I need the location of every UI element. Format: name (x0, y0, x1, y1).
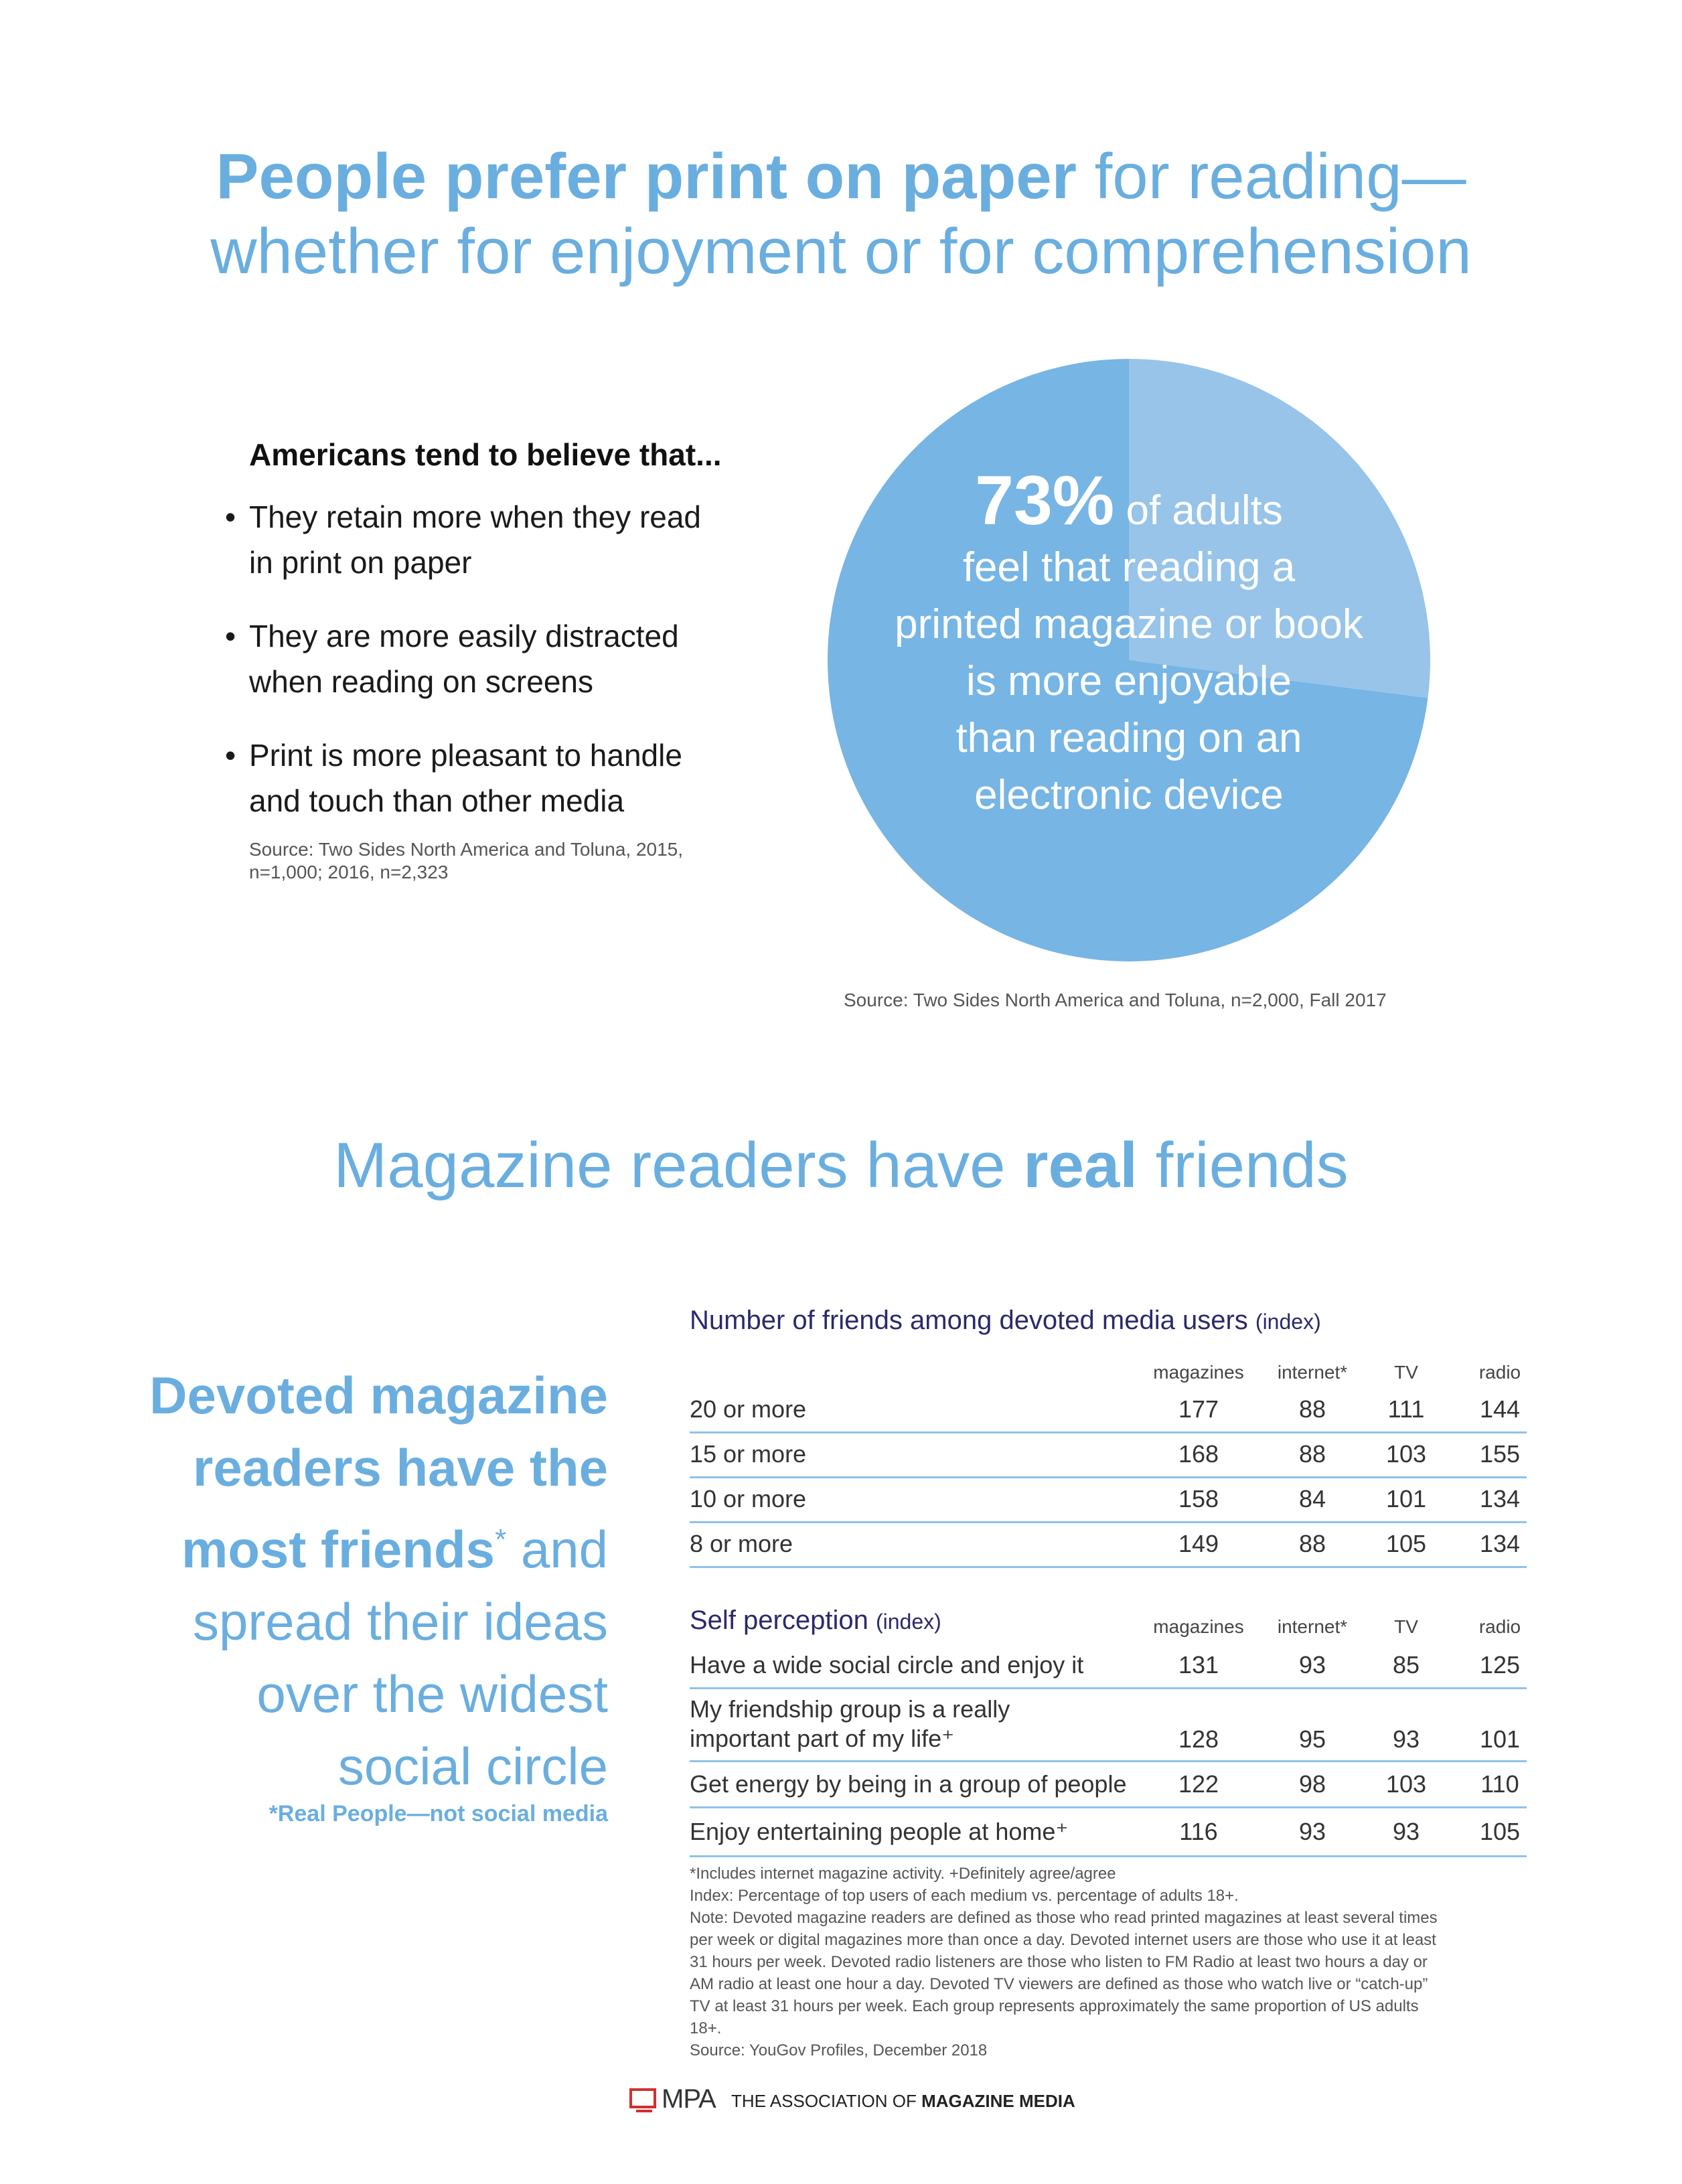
pie-source: Source: Two Sides North America and Toluna, n=2,000, Fall 2017 (844, 990, 1387, 1010)
column-header: internet* (1277, 1362, 1348, 1383)
cell-value: 88 (1298, 1530, 1326, 1557)
row-label-line: important part of my life⁺ (690, 1725, 955, 1752)
row-label: Have a wide social circle and enjoy it (690, 1651, 1084, 1679)
belief-line: They are more easily distracted (249, 619, 679, 653)
cell-value: 111 (1387, 1395, 1425, 1423)
row-label: 10 or more (690, 1485, 807, 1512)
cell-value: 93 (1392, 1818, 1420, 1845)
cell-value: 88 (1298, 1440, 1326, 1468)
pie-caption-line: than reading on an (955, 715, 1302, 761)
statement-line: Devoted magazine (149, 1366, 608, 1425)
statement-rest: and (506, 1520, 608, 1579)
cell-value: 116 (1179, 1818, 1218, 1845)
column-header: TV (1394, 1616, 1418, 1637)
cell-value: 105 (1479, 1818, 1521, 1845)
footnote-line: TV at least 31 hours per week. Each group represents approximately the same proportion of US adults 18+. (690, 1997, 1419, 2037)
cell-value: 134 (1479, 1530, 1521, 1557)
table-row (690, 1389, 1527, 1433)
statement-line: social circle (337, 1737, 608, 1796)
row-label-line: My friendship group is a really (690, 1695, 1010, 1723)
friends-table-header (690, 1362, 1527, 1389)
cell-value: 88 (1298, 1395, 1326, 1423)
self-table-title (690, 1606, 941, 1636)
belief-line: and touch than other media (249, 783, 625, 818)
statement-line: over the widest (256, 1664, 608, 1723)
footnote-line: AM radio at least one hour a day. Devoted TV viewers are defined as those who watch live or “catch-up” (690, 1975, 1428, 1993)
beliefs-list (225, 494, 734, 852)
pie-text-after: of adults (1114, 487, 1283, 534)
cell-value: 110 (1480, 1770, 1519, 1798)
footnote-line: *Includes internet magazine activity. +Definitely agree/agree (690, 1865, 1116, 1883)
column-header: magazines (1153, 1616, 1244, 1637)
association-bold: MAGAZINE MEDIA (921, 2091, 1075, 2111)
belief-item (225, 732, 734, 824)
column-header: magazines (1153, 1362, 1244, 1383)
title-bold: People prefer print on paper (216, 141, 1077, 212)
belief-line: Print is more pleasant to handle (249, 738, 682, 773)
cell-value: 158 (1178, 1485, 1219, 1512)
cell-value: 125 (1479, 1651, 1521, 1679)
footnote-line: per week or digital magazines more than once a day. Devoted internet users are those who use it at least (690, 1931, 1436, 1949)
statement-line (121, 1504, 608, 1585)
bullet-icon: • (225, 619, 236, 653)
pie-caption-line: printed magazine or book (895, 601, 1363, 647)
footnote-line: Index: Percentage of top users of each medium vs. percentage of adults 18+. (690, 1887, 1239, 1905)
table-row (690, 1433, 1527, 1478)
belief-item (225, 494, 734, 585)
statement-star: * (495, 1523, 507, 1556)
cell-value: 105 (1385, 1530, 1427, 1557)
association-name (731, 2091, 1075, 2112)
cell-value: 131 (1178, 1651, 1219, 1679)
pie-caption-line (828, 462, 1430, 540)
association-pre: THE ASSOCIATION OF (731, 2091, 922, 2111)
cell-value: 98 (1298, 1770, 1326, 1798)
pie-caption-line: is more enjoyable (966, 658, 1292, 704)
row-label: 15 or more (690, 1440, 807, 1468)
table-row (690, 1808, 1527, 1857)
statement-line: spread their ideas (192, 1592, 608, 1651)
table-title-suffix: (index) (875, 1610, 941, 1634)
cell-value: 95 (1298, 1725, 1326, 1753)
column-header: TV (1394, 1362, 1418, 1383)
cell-value: 93 (1298, 1651, 1326, 1679)
pie-caption (828, 462, 1430, 824)
cell-value: 177 (1178, 1395, 1219, 1423)
page-title-line1 (0, 139, 1682, 214)
row-label: Enjoy entertaining people at home⁺ (690, 1818, 1069, 1845)
friends-table (690, 1306, 1527, 1568)
cell-value: 149 (1178, 1530, 1219, 1557)
belief-line: when reading on screens (249, 664, 593, 699)
cell-value: 103 (1385, 1440, 1427, 1468)
cell-value: 101 (1385, 1485, 1427, 1512)
column-header: radio (1478, 1616, 1521, 1637)
cell-value: 134 (1479, 1485, 1521, 1512)
belief-item (225, 613, 734, 704)
cell-value: 155 (1479, 1440, 1521, 1468)
cell-value: 84 (1298, 1485, 1326, 1512)
belief-line: in print on paper (249, 545, 472, 580)
section2-title (0, 1129, 1682, 1202)
self-table-header (690, 1606, 1527, 1647)
section2-title-pre: Magazine readers have (333, 1129, 1024, 1201)
table-title-text: Self perception (690, 1606, 868, 1635)
row-label: Get energy by being in a group of people (690, 1770, 1127, 1798)
cell-value: 101 (1479, 1725, 1521, 1753)
table-title-suffix: (index) (1255, 1310, 1321, 1334)
column-header: radio (1478, 1362, 1521, 1383)
row-label (690, 1695, 1010, 1753)
belief-line: They retain more when they read (249, 499, 702, 534)
statement-bold: most friends (181, 1520, 495, 1579)
cell-value: 144 (1479, 1395, 1521, 1423)
section2-title-bold: real (1023, 1129, 1138, 1201)
friends-table-title (690, 1306, 1527, 1362)
footnote-line: Note: Devoted magazine readers are defined as those who read printed magazines at least several times (690, 1909, 1438, 1927)
pie-caption-line: electronic device (974, 772, 1284, 818)
table-row (690, 1478, 1527, 1523)
cell-value: 93 (1298, 1818, 1326, 1845)
cell-value: 122 (1178, 1770, 1219, 1798)
column-header: internet* (1277, 1616, 1348, 1637)
table-row (690, 1647, 1527, 1689)
pie-caption-line: feel that reading a (962, 544, 1296, 591)
table-row (690, 1689, 1527, 1762)
mpa-logo-icon (629, 2088, 656, 2108)
footnote-line: 31 hours per week. Devoted radio listeners are those who listen to FM Radio at least two hours a day or (690, 1953, 1428, 1971)
footer-logo (629, 2084, 1098, 2115)
title-rest: for reading— (1076, 141, 1466, 212)
table-title-text: Number of friends among devoted media users (690, 1306, 1248, 1335)
cell-value: 128 (1178, 1725, 1219, 1753)
friends-statement (121, 1359, 608, 1802)
cell-value: 103 (1385, 1770, 1427, 1798)
table-row (690, 1762, 1527, 1808)
mpa-logo-text: MPA (662, 2084, 716, 2114)
pie-percent: 73% (975, 462, 1115, 540)
row-label: 8 or more (690, 1530, 793, 1557)
beliefs-intro: Americans tend to believe that... (249, 437, 722, 472)
row-label: 20 or more (690, 1395, 807, 1423)
bullet-icon: • (225, 738, 236, 773)
page-title-line2: whether for enjoyment or for comprehension (210, 216, 1472, 287)
footnote-line: Source: YouGov Profiles, December 2018 (690, 2041, 988, 2059)
self-perception-table (690, 1606, 1527, 1857)
footnotes (690, 1863, 1446, 2061)
beliefs-source: Source: Two Sides North America and Toluna, 2015, n=1,000; 2016, n=2,323 (249, 839, 684, 882)
section2-title-post: friends (1137, 1129, 1349, 1201)
cell-value: 93 (1392, 1725, 1420, 1753)
bullet-icon: • (225, 499, 236, 534)
cell-value: 85 (1392, 1651, 1420, 1679)
cell-value: 168 (1178, 1440, 1219, 1468)
statement-line: readers have the (192, 1438, 608, 1497)
table-row (690, 1523, 1527, 1568)
statement-note: *Real People—not social media (269, 1801, 608, 1826)
